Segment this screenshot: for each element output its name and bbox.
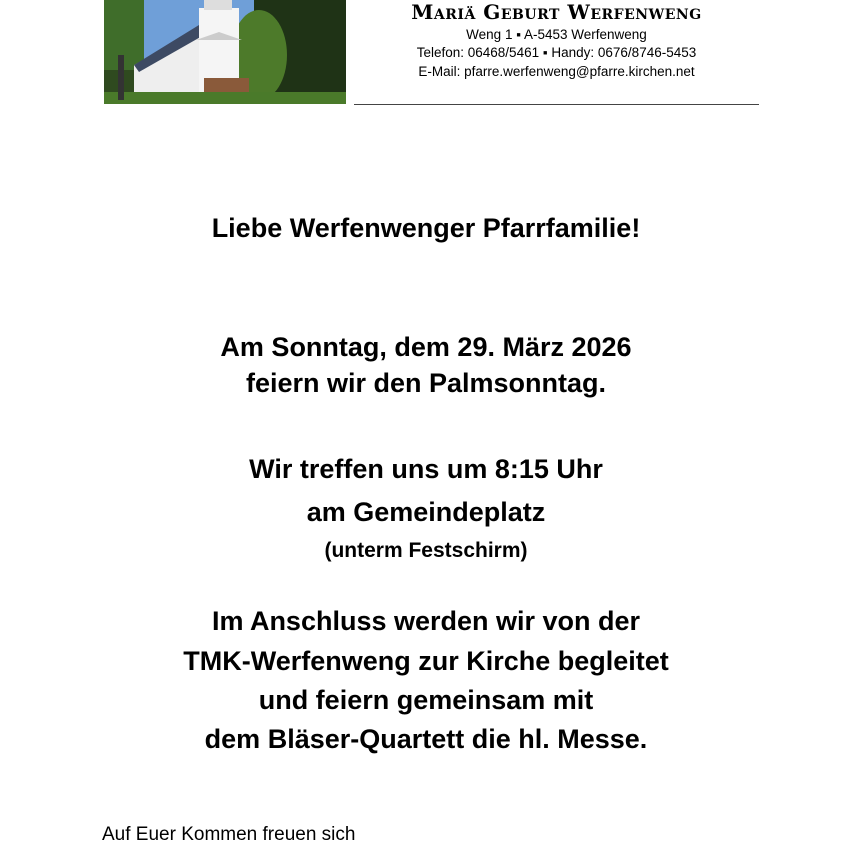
greeting: Liebe Werfenwenger Pfarrfamilie!	[211, 213, 641, 243]
body-line: am Gemeindeplatz	[306, 497, 546, 527]
closing: Auf Euer Kommen freuen sich	[102, 824, 356, 845]
body-line: TMK-Werfenweng zur Kirche begleitet	[183, 646, 669, 676]
parish-name: Mariä Geburt Werfenweng	[411, 0, 702, 24]
address: Weng 1 ▪ A-5453 Werfenweng	[466, 27, 647, 42]
body-line: und feiern gemeinsam mit	[258, 685, 594, 715]
phone: Telefon: 06468/5461 ▪ Handy: 0676/8746-5453	[416, 45, 697, 60]
body-line: dem Bläser-Quartett die hl. Messe.	[204, 724, 648, 754]
body-line: Am Sonntag, dem 29. März 2026	[220, 332, 632, 362]
email: E-Mail: pfarre.werfenweng@pfarre.kirchen.net	[418, 64, 695, 79]
header-divider	[354, 104, 759, 105]
body-line: Wir treffen uns um 8:15 Uhr	[249, 454, 603, 484]
church-photo	[104, 0, 346, 104]
body-line: feiern wir den Palmsonntag.	[245, 368, 607, 398]
body-line: Im Anschluss werden wir von der	[211, 606, 641, 636]
body-line: (unterm Festschirm)	[324, 539, 528, 562]
